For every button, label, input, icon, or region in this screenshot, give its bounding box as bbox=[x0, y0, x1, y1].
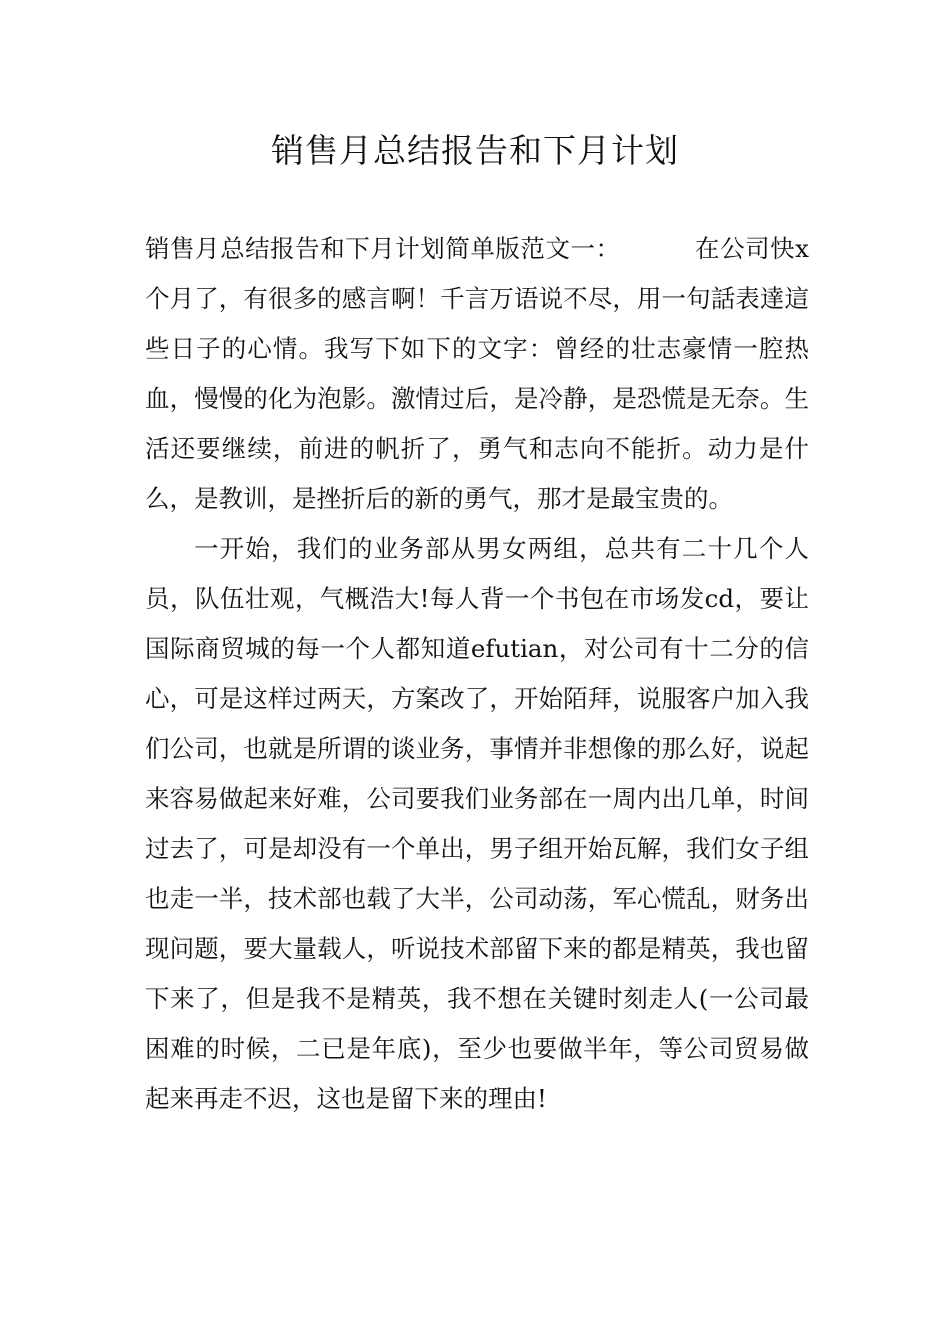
document-title: 销售月总结报告和下月计划 bbox=[271, 131, 679, 170]
paragraph-1-text: 在公司快x个月了，有很多的感言啊！千言万语说不尽，用一句話表達這些日子的心情。我写下如下的文字：曾经的壮志豪情一腔热血，慢慢的化为泡影。激情过后，是冷静，是恐慌是无奈。生活还要继续，前进的帆折了，勇气和志向不能折。动力是什么，是教训，是挫折后的新的勇气，那才是最宝贵的。 bbox=[145, 234, 809, 513]
paragraph-2: 一开始，我们的业务部从男女两组，总共有二十几个人员，队伍壮观，气概浩大!每人背一个书包在市场发cd，要让国际商贸城的每一个人都知道efutian，对公司有十二分的信心，可是这样过两天，方案改了，开始陌拜，说服客户加入我们公司，也就是所谓的谈业务，事情并非想像的那么好，说起来容易做起来好难，公司要我们业务部在一周内出几单，时间过去了，可是却没有一个单出，男子组开始瓦解，我们女子组也走一半，技术部也载了大半，公司动荡，军心慌乱，财务出现问题，要大量载人，听说技术部留下来的都是精英，我也留下来了，但是我不是精英，我不想在关键时刻走人(一公司最困难的时候，二已是年底)，至少也要做半年，等公司贸易做起来再走不迟，这也是留下来的理由! bbox=[145, 534, 809, 1113]
paragraph-1-lead: 销售月总结报告和下月计划简单版范文一： bbox=[145, 234, 621, 263]
paragraph-1 bbox=[145, 224, 809, 524]
document-body bbox=[145, 224, 809, 1124]
